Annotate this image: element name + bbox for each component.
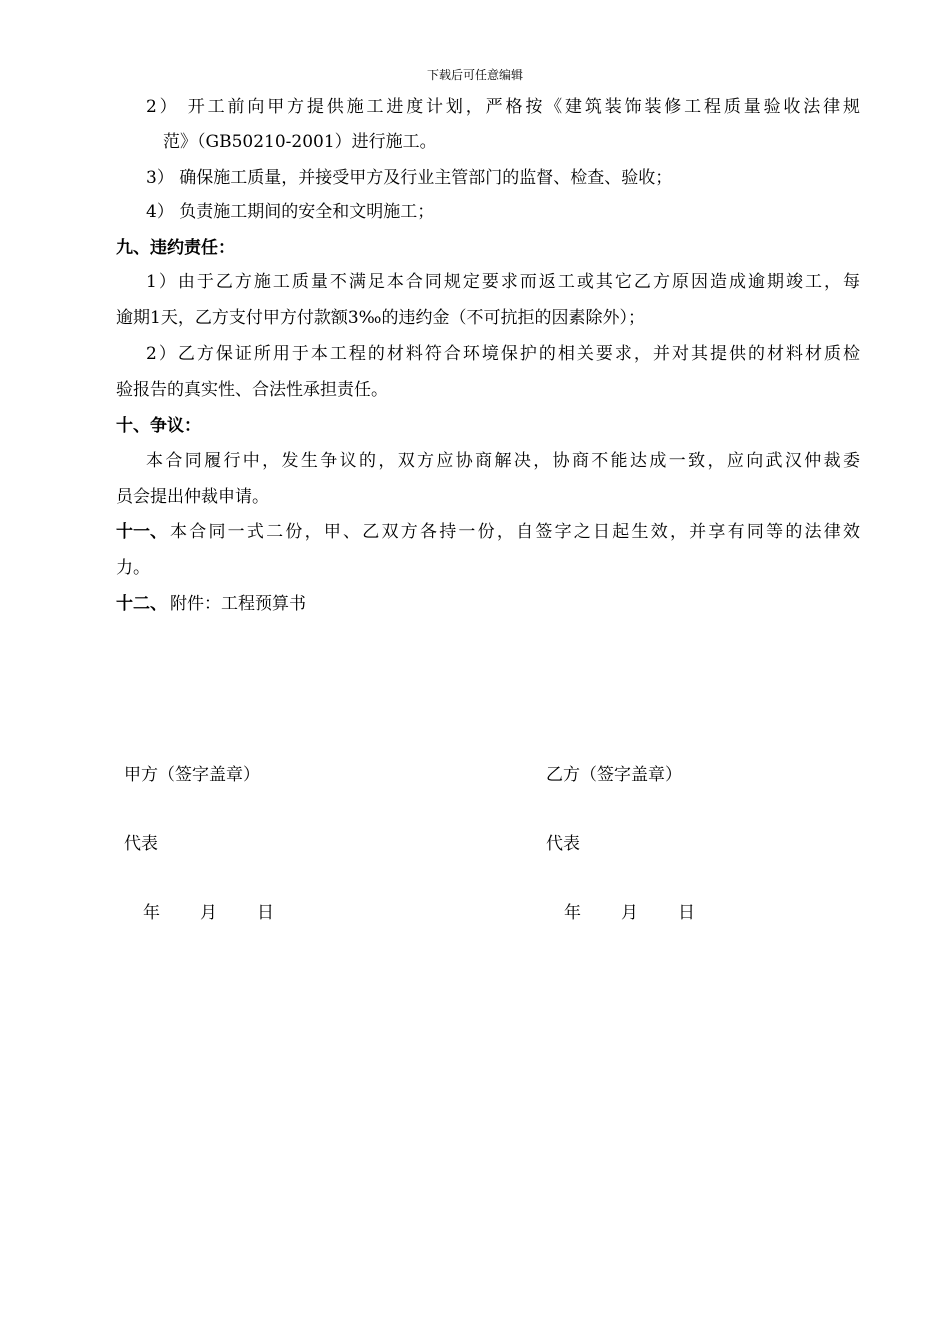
party-b-signature-label: 乙方（签字盖章） [546,765,682,785]
section-9-item-2-line-2: 验报告的真实性、合法性承担责任。 [116,380,388,400]
page-header: 下载后可任意编辑 [426,68,523,82]
section-9-item-1-line-2: 逾期1天，乙方支付甲方付款额3‰的违约金（不可抗拒的因素除外）； [116,308,645,328]
day-label: 日 [678,903,695,923]
section-11-heading: 十一、 [116,522,167,542]
month-label: 月 [200,903,217,923]
party-a-date [143,901,274,925]
clause-2-line-2: 范》（GB50210-2001）进行施工。 [163,132,437,152]
section-10-line-2: 员会提出仲裁申请。 [116,487,269,507]
year-label: 年 [143,903,160,923]
party-b-representative-label: 代表 [546,834,580,854]
section-10-line-1: 本合同履行中，发生争议的，双方应协商解决，协商不能达成一致，应向武汉仲裁委 [146,451,860,471]
section-11-line-1: 本合同一式二份，甲、乙双方各持一份，自签字之日起生效，并享有同等的法律效 [170,522,860,542]
party-b-date [564,901,695,925]
section-10-heading: 十、争议： [116,416,201,436]
clause-2-line-1: 2） 开工前向甲方提供施工进度计划，严格按《建筑装饰装修工程质量验收法律规 [146,97,860,117]
section-12-text: 附件：工程预算书 [170,594,306,614]
party-a-signature-label: 甲方（签字盖章） [124,765,260,785]
section-11-line-2: 力。 [116,558,150,578]
party-a-representative-label: 代表 [124,834,158,854]
section-9-item-2-line-1: 2）乙方保证所用于本工程的材料符合环境保护的相关要求，并对其提供的材料材质检 [146,344,860,364]
section-9-heading: 九、违约责任： [116,238,235,258]
clause-3: 3） 确保施工质量，并接受甲方及行业主管部门的监督、检查、验收； [146,168,673,188]
day-label: 日 [257,903,274,923]
clause-4: 4） 负责施工期间的安全和文明施工； [146,202,435,222]
section-12-heading: 十二、 [116,594,167,614]
month-label: 月 [621,903,638,923]
year-label: 年 [564,903,581,923]
section-9-item-1-line-1: 1）由于乙方施工质量不满足本合同规定要求而返工或其它乙方原因造成逾期竣工，每 [146,272,860,292]
